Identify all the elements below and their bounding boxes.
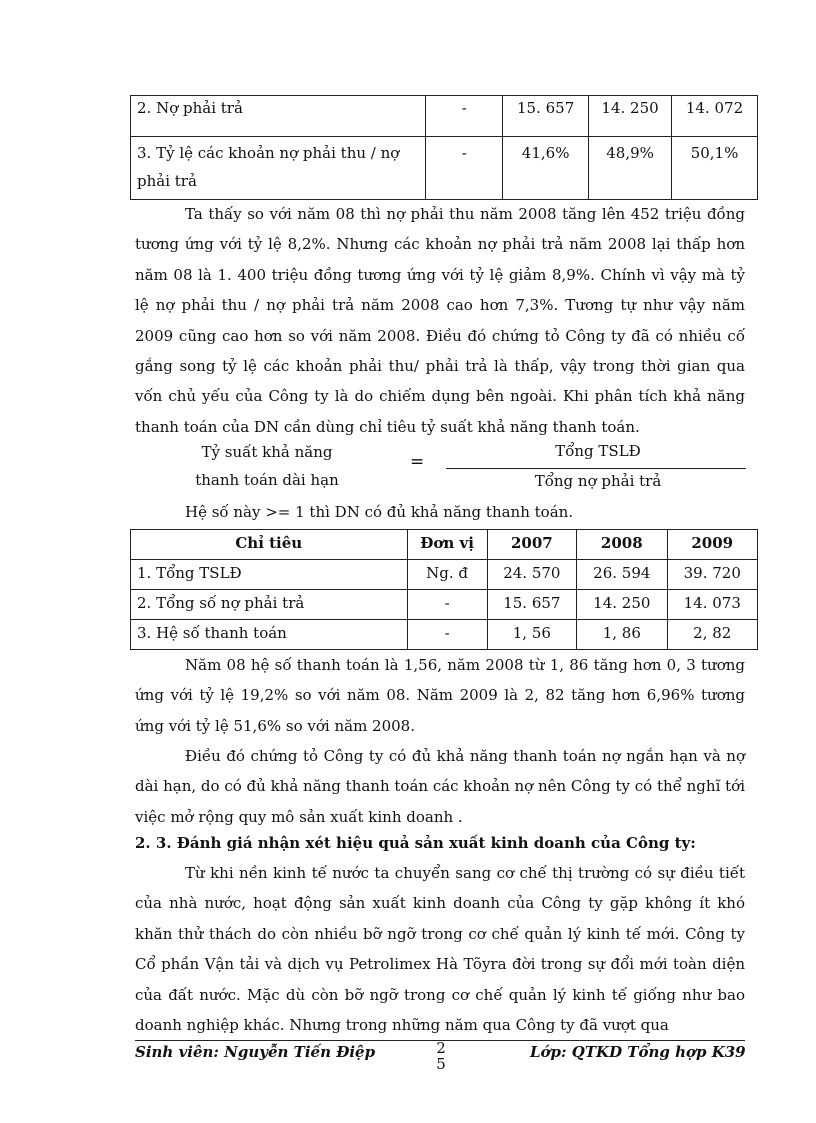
formula-denominator: Tổng nợ phải trả: [534, 472, 662, 490]
formula-equals: =: [410, 452, 425, 472]
table-cell: 41,6%: [503, 137, 589, 200]
column-header: Đơn vị: [407, 530, 487, 560]
table-cell: 14. 073: [667, 590, 757, 620]
table-cell: 26. 594: [577, 560, 667, 590]
table-cell: 14. 250: [577, 590, 667, 620]
table-cell: 39. 720: [667, 560, 757, 590]
section-heading: 2. 3. Đánh giá nhận xét hiệu quả sản xuất kinh doanh của Công ty:: [135, 834, 696, 852]
table-row: [131, 590, 758, 620]
table-cell: 3. Tỷ lệ các khoản nợ phải thu / nợ phải trả: [131, 137, 426, 200]
table-cell: 50,1%: [672, 137, 758, 200]
column-header: Chỉ tiêu: [131, 530, 408, 560]
formula-label: [182, 438, 352, 494]
table-cell: 14. 072: [672, 96, 758, 137]
table-cell: -: [426, 96, 503, 137]
table-cell: Ng. đ: [407, 560, 487, 590]
table-row: [131, 620, 758, 650]
paragraph: Từ khi nền kinh tế nước ta chuyển sang cơ chế thị trường có sự điều tiết của nhà nước, hoạt động sản xuất kinh doanh của Công ty gặp không ít khó khăn thử thách do còn nhiều bỡ ngỡ trong cơ chế quản lý kinh tế mới. Công ty Cổ phần Vận tải và dịch vụ Petrolimex Hà Tõyra đời trong sự đổi mới toàn diện của đất nước. Mặc dù còn bỡ ngỡ trong cơ chế quản lý kinh tế giống như bao doanh nghiệp khác. Nhưng trong những năm qua Công ty đã vượt qua: [135, 864, 745, 1035]
table-row: [131, 96, 758, 137]
table-cell: 1, 86: [577, 620, 667, 650]
table-cell: 1. Tổng TSLĐ: [131, 560, 408, 590]
table-row: [131, 137, 758, 200]
page-number: [432, 1040, 450, 1072]
page-number-digit: 2: [436, 1039, 446, 1057]
solvency-table: [130, 529, 758, 650]
formula: [130, 438, 760, 498]
table-cell: 3. Hệ số thanh toán: [131, 620, 408, 650]
footer-student: Sinh viên: Nguyễn Tiến Điệp: [135, 1043, 376, 1061]
column-header: 2007: [487, 530, 576, 560]
paragraph: Hệ số này >= 1 thì DN có đủ khả năng thanh toán.: [185, 503, 574, 521]
debt-ratio-table: [130, 95, 758, 200]
formula-label-line: thanh toán dài hạn: [195, 471, 339, 489]
table-cell: 2. Nợ phải trả: [131, 96, 426, 137]
column-header: 2009: [667, 530, 757, 560]
table-cell: 24. 570: [487, 560, 576, 590]
table-cell: 2, 82: [667, 620, 757, 650]
table-cell: -: [407, 590, 487, 620]
table-header-row: [131, 530, 758, 560]
fraction-bar: [446, 468, 746, 469]
table-cell: -: [426, 137, 503, 200]
table-cell: 15. 657: [503, 96, 589, 137]
paragraph: Ta thấy so với năm 08 thì nợ phải thu năm 2008 tăng lên 452 triệu đồng tương ứng với tỷ lệ 8,2%. Nhưng các khoản nợ phải trả năm 2008 lại thấp hơn năm 08 là 1. 400 triệu đồng tương ứng với tỷ lệ giảm 8,9%. Chính vì vậy mà tỷ lệ nợ phải thu / nợ phải trả năm 2008 cao hơn 7,3%. Tương tự như vậy năm 2009 cũng cao hơn so với năm 2008. Điều đó chứng tỏ Công ty đã có nhiều cố gắng song tỷ lệ các khoản phải thu/ phải trả là thấp, vậy trong thời gian qua vốn chủ yếu của Công ty là do chiếm dụng bên ngoài. Khi phân tích khả năng thanh toán của DN cần dùng chỉ tiêu tỷ suất khả năng thanh toán.: [135, 205, 745, 436]
paragraph: Điều đó chứng tỏ Công ty có đủ khả năng thanh toán nợ ngắn hạn và nợ dài hạn, do có đủ khả năng thanh toán các khoản nợ nên Công ty có thể nghĩ tới việc mở rộng quy mô sản xuất kinh doanh .: [135, 747, 745, 826]
page-number-digit: 5: [436, 1055, 446, 1073]
column-header: 2008: [577, 530, 667, 560]
table-cell: 15. 657: [487, 590, 576, 620]
footer-class: Lớp: QTKD Tổng hợp K39: [530, 1043, 746, 1061]
table-cell: 14. 250: [589, 96, 672, 137]
table-cell: 2. Tổng số nợ phải trả: [131, 590, 408, 620]
table-row: [131, 560, 758, 590]
paragraph: Năm 08 hệ số thanh toán là 1,56, năm 2008 từ 1, 86 tăng hơn 0, 3 tương ứng với tỷ lệ 19,2% so với năm 08. Năm 2009 là 2, 82 tăng hơn 6,96% tương ứng với tỷ lệ 51,6% so với năm 2008.: [135, 656, 745, 735]
table-cell: -: [407, 620, 487, 650]
formula-label-line: Tỷ suất khả năng: [201, 443, 333, 461]
table-cell: 48,9%: [589, 137, 672, 200]
formula-numerator: Tổng TSLĐ: [555, 442, 641, 460]
table-cell: 1, 56: [487, 620, 576, 650]
